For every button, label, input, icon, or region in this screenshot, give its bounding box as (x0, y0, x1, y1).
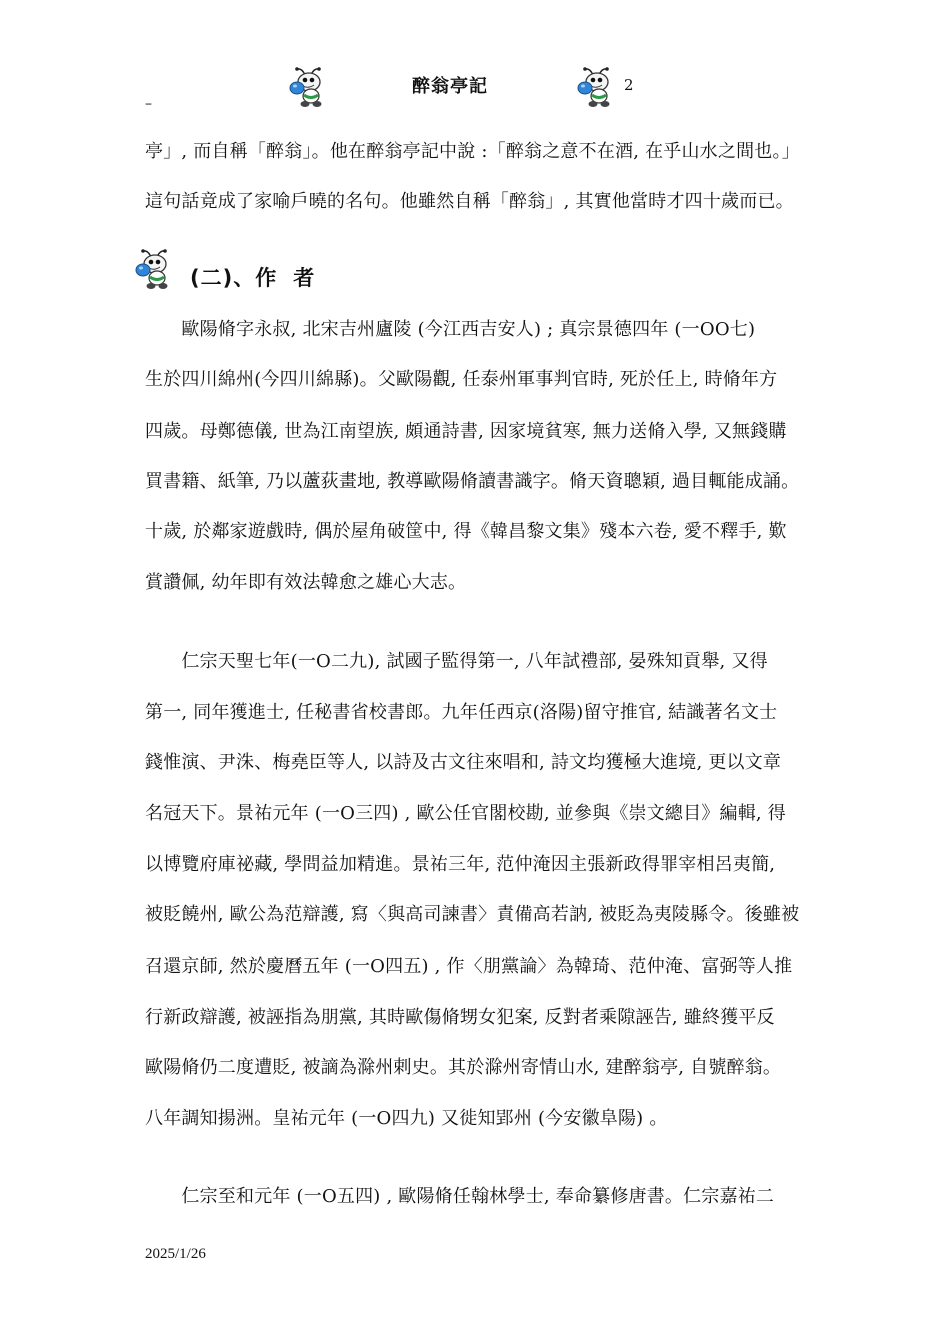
text-line: 錢惟演、尹洙、梅堯臣等人, 以詩及古文往來唱和, 詩文均獲極大進境, 更以文章 (145, 752, 782, 773)
text-line: 召還京師, 然於慶曆五年 (一O四五) , 作〈朋黨論〉為韓琦、范仲淹、富弼等人推 (145, 956, 793, 977)
page-header (0, 62, 950, 110)
page-number: 2 (624, 76, 634, 94)
section-heading-prefix: (二)、作 (190, 266, 278, 290)
text-line: 買書籍、紙筆, 乃以蘆荻畫地, 教導歐陽脩讀書識字。脩天資聰穎, 過目輒能成誦。 (145, 471, 800, 492)
cartoon-ant-mascot-icon (134, 248, 176, 290)
cartoon-ant-mascot-icon (288, 66, 330, 108)
text-line: 第一, 同年獲進士, 任秘書省校書郎。九年任西京(洛陽)留守推官, 結識著名文士 (145, 702, 778, 723)
text-line: 賞讚佩, 幼年即有效法韓愈之雄心大志。 (145, 572, 467, 593)
footer-date: 2025/1/26 (145, 1246, 206, 1262)
text-line: 被貶饒州, 歐公為范辯護, 寫〈與高司諫書〉責備高若訥, 被貶為夷陵縣令。後雖被 (145, 904, 800, 925)
text-line: 生於四川綿州(今四川綿縣)。父歐陽觀, 任泰州軍事判官時, 死於任上, 時脩年方 (145, 369, 778, 390)
text-line: 行新政辯護, 被誣指為朋黨, 其時歐傷脩甥女犯案, 反對者乘隙誣告, 雖終獲平反 (145, 1007, 775, 1028)
text-line: 仁宗至和元年 (一O五四) , 歐陽脩任翰林學士, 奉命纂修唐書。仁宗嘉祐二 (145, 1186, 775, 1207)
header-title: 醉翁亭記 (412, 76, 488, 97)
cartoon-ant-mascot-icon (576, 66, 618, 108)
text-line: 亭」, 而自稱「醉翁」。他在醉翁亭記中說 :「醉翁之意不在酒, 在乎山水之間也。」 (145, 141, 800, 162)
text-line: 仁宗天聖七年(一O二九), 試國子監得第一, 八年試禮部, 晏殊知貢舉, 又得 (145, 651, 768, 672)
text-line: 歐陽脩字永叔, 北宋吉州廬陵 (今江西吉安人) ; 真宗景德四年 (一OO七) (145, 319, 756, 340)
text-line: 十歲, 於鄰家遊戲時, 偶於屋角破筐中, 得《韓昌黎文集》殘本六卷, 愛不釋手, 歎 (145, 521, 787, 542)
text-line: 歐陽脩仍二度遭貶, 被謫為滁州剌史。其於滁州寄情山水, 建醉翁亭, 自號醉翁。 (145, 1057, 782, 1078)
top-dash: – (145, 96, 152, 112)
text-line: 這句話竟成了家喻戶曉的名句。他雖然自稱「醉翁」, 其實他當時才四十歲而已。 (145, 191, 794, 212)
text-line: 名冠天下。景祐元年 (一O三四) , 歐公任官閣校勘, 並參與《崇文總目》編輯, 得 (145, 803, 786, 824)
section-heading-suffix: 者 (293, 266, 316, 290)
text-line: 四歲。母鄭德儀, 世為江南望族, 頗通詩書, 因家境貧寒, 無力送脩入學, 又無錢購 (145, 421, 787, 442)
text-line: 八年調知揚洲。皇祐元年 (一O四九) 又徙知郢州 (今安徽阜陽) 。 (145, 1108, 668, 1129)
text-line: 以博覽府庫祕藏, 學問益加精進。景祐三年, 范仲淹因主張新政得罪宰相呂夷簡, (145, 854, 776, 875)
section-heading (190, 262, 315, 292)
